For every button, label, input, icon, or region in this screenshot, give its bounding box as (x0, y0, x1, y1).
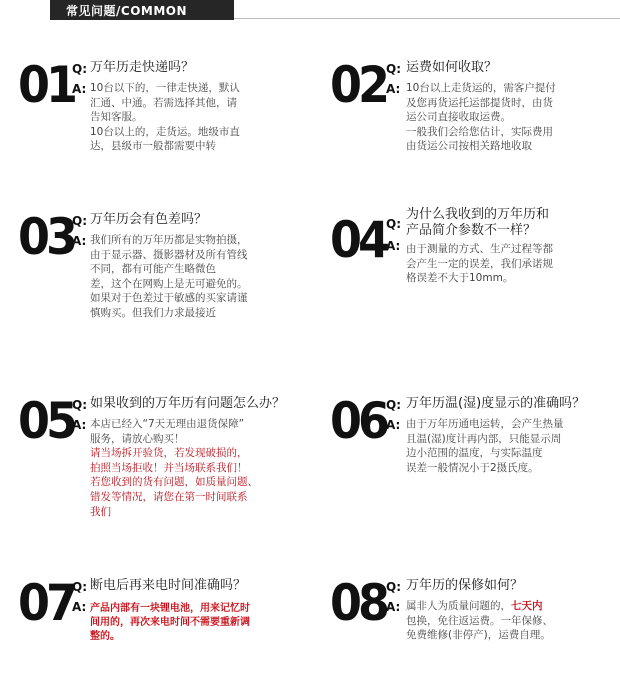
answer-highlight: 七天内 (511, 600, 543, 612)
answer-line: 格误差不大于10mm。 (406, 272, 514, 285)
answer-line: 且温(湿)度计再内部，只能显示周 (406, 432, 562, 445)
answer-mark: A: (386, 82, 401, 96)
faq-number: 07 (18, 573, 75, 632)
question-mark: Q: (72, 580, 87, 594)
answer-mark: A: (386, 239, 401, 253)
question-mark: Q: (386, 580, 401, 594)
answer-line: 差，这个在网购上是无可避免的。 (90, 277, 248, 290)
faq-answer (406, 599, 553, 643)
answer-line: 由于万年历通电运转，会产生热量 (406, 418, 564, 430)
faq-question: 如果收到的万年历有问题怎么办？ (90, 396, 286, 411)
answer-text: 属非人为质量问题的， (406, 600, 511, 612)
faq-question (406, 207, 549, 239)
faq-answer (90, 602, 250, 644)
faq-answer (90, 233, 248, 321)
faq-answer (90, 417, 258, 519)
faq-item-07 (18, 573, 318, 658)
faq-question: 断电后再来电时间准确吗？ (90, 578, 247, 593)
faq-item-04 (330, 207, 620, 317)
answer-warning-line: 请当场拆开验货，若发现破损的， (90, 447, 248, 460)
answer-mark: A: (72, 82, 87, 96)
answer-line: 汇通、中通。若需选择其他，请 (90, 96, 237, 109)
answer-mark: A: (72, 418, 87, 432)
answer-line: 会产生一定的误差，我们承诺规 (406, 257, 553, 270)
faq-question: 万年历会有色差吗？ (90, 212, 208, 227)
answer-mark: A: (72, 600, 87, 614)
answer-line: 及您再货运托运部提货时，由货 (406, 96, 553, 109)
question-line: 为什么我收到的万年历和 (406, 207, 550, 222)
faq-number: 03 (18, 207, 75, 266)
answer-line: 边小范围的温度，与实际温度 (406, 447, 543, 460)
faq-question: 万年历的保修如何？ (406, 578, 524, 593)
answer-line: 不同，都有可能产生略微色 (90, 263, 216, 276)
question-mark: Q: (72, 214, 87, 228)
answer-warning-line: 我们 (90, 505, 111, 518)
header-divider (234, 18, 620, 19)
question-mark: Q: (386, 217, 401, 231)
answer-line: 服务，请放心购买！ (90, 432, 185, 445)
answer-warning-line: 间用的，再次来电时间不需要重新调 (90, 617, 250, 628)
answer-warning-line: 错发等情况，请您在第一时间联系 (90, 490, 248, 503)
faq-number: 06 (330, 391, 387, 450)
section-header (50, 0, 234, 20)
faq-answer (90, 81, 240, 154)
faq-question: 运费如何收取？ (406, 60, 498, 75)
answer-line: 免费维修(非停产)，运费自理。 (406, 629, 551, 642)
answer-mark: A: (386, 418, 401, 432)
answer-line: 10台以上的，走货运。地级市直 (90, 125, 240, 138)
question-mark: Q: (72, 62, 87, 76)
answer-line: 本店已经入“7天无理由退货保障” (90, 418, 245, 430)
faq-answer (406, 417, 564, 475)
answer-mark: A: (72, 234, 87, 248)
faq-item-01 (18, 55, 308, 170)
answer-warning-line: 整的。 (90, 631, 120, 642)
faq-item-02 (330, 55, 620, 170)
answer-line: 慎购买。但我们力求最接近 (90, 306, 216, 319)
faq-question: 万年历温(湿)度显示的准确吗？ (406, 396, 586, 411)
faq-item-03 (18, 207, 308, 342)
answer-line: 由于显示器、摄影器材及所有管线 (90, 248, 248, 261)
answer-line: 由于测量的方式、生产过程等都 (406, 243, 553, 255)
faq-number: 02 (330, 55, 387, 114)
question-line: 产品简介参数不一样？ (406, 223, 537, 238)
answer-line: 运公司直接收取运费。 (406, 111, 511, 124)
answer-line: 误差一般情况小于2摄氏度。 (406, 461, 539, 474)
faq-item-08 (330, 573, 620, 658)
faq-number: 05 (18, 391, 75, 450)
answer-line: 达，县级市一般都需要中转 (90, 140, 216, 153)
answer-line: 我们所有的万年历都是实物拍摄， (90, 234, 248, 246)
faq-number: 08 (330, 573, 387, 632)
answer-line (406, 599, 553, 614)
question-mark: Q: (386, 62, 401, 76)
answer-line: 一般我们会给您估计，实际费用 (406, 125, 553, 138)
answer-warning-line: 产品内部有一块锂电池，用来记忆时 (90, 603, 250, 614)
answer-line: 10台以下的，一律走快递，默认 (90, 82, 240, 94)
faq-answer (406, 242, 553, 286)
faq-item-06 (330, 391, 620, 506)
faq-number: 01 (18, 55, 75, 114)
answer-mark: A: (386, 600, 401, 614)
answer-line: 如果对于色差过于敏感的买家请谨 (90, 292, 248, 305)
faq-number: 04 (330, 210, 387, 269)
faq-item-05 (18, 391, 318, 526)
answer-line: 包换，免往返运费。一年保修、 (406, 614, 553, 627)
answer-line: 10台以上走货运的，需客户提付 (406, 82, 556, 94)
question-mark: Q: (386, 398, 401, 412)
question-mark: Q: (72, 398, 87, 412)
faq-question: 万年历走快递吗？ (90, 60, 195, 75)
section-title: 常见问题/COMMON (66, 4, 188, 18)
answer-warning-line: 拍照当场拒收！并当场联系我们！ (90, 461, 248, 474)
faq-answer (406, 81, 556, 154)
answer-warning-line: 若您收到的货有问题，如质量问题、 (90, 476, 258, 489)
answer-line: 告知客服。 (90, 111, 143, 124)
answer-line: 由货运公司按相关路地收取 (406, 140, 532, 153)
